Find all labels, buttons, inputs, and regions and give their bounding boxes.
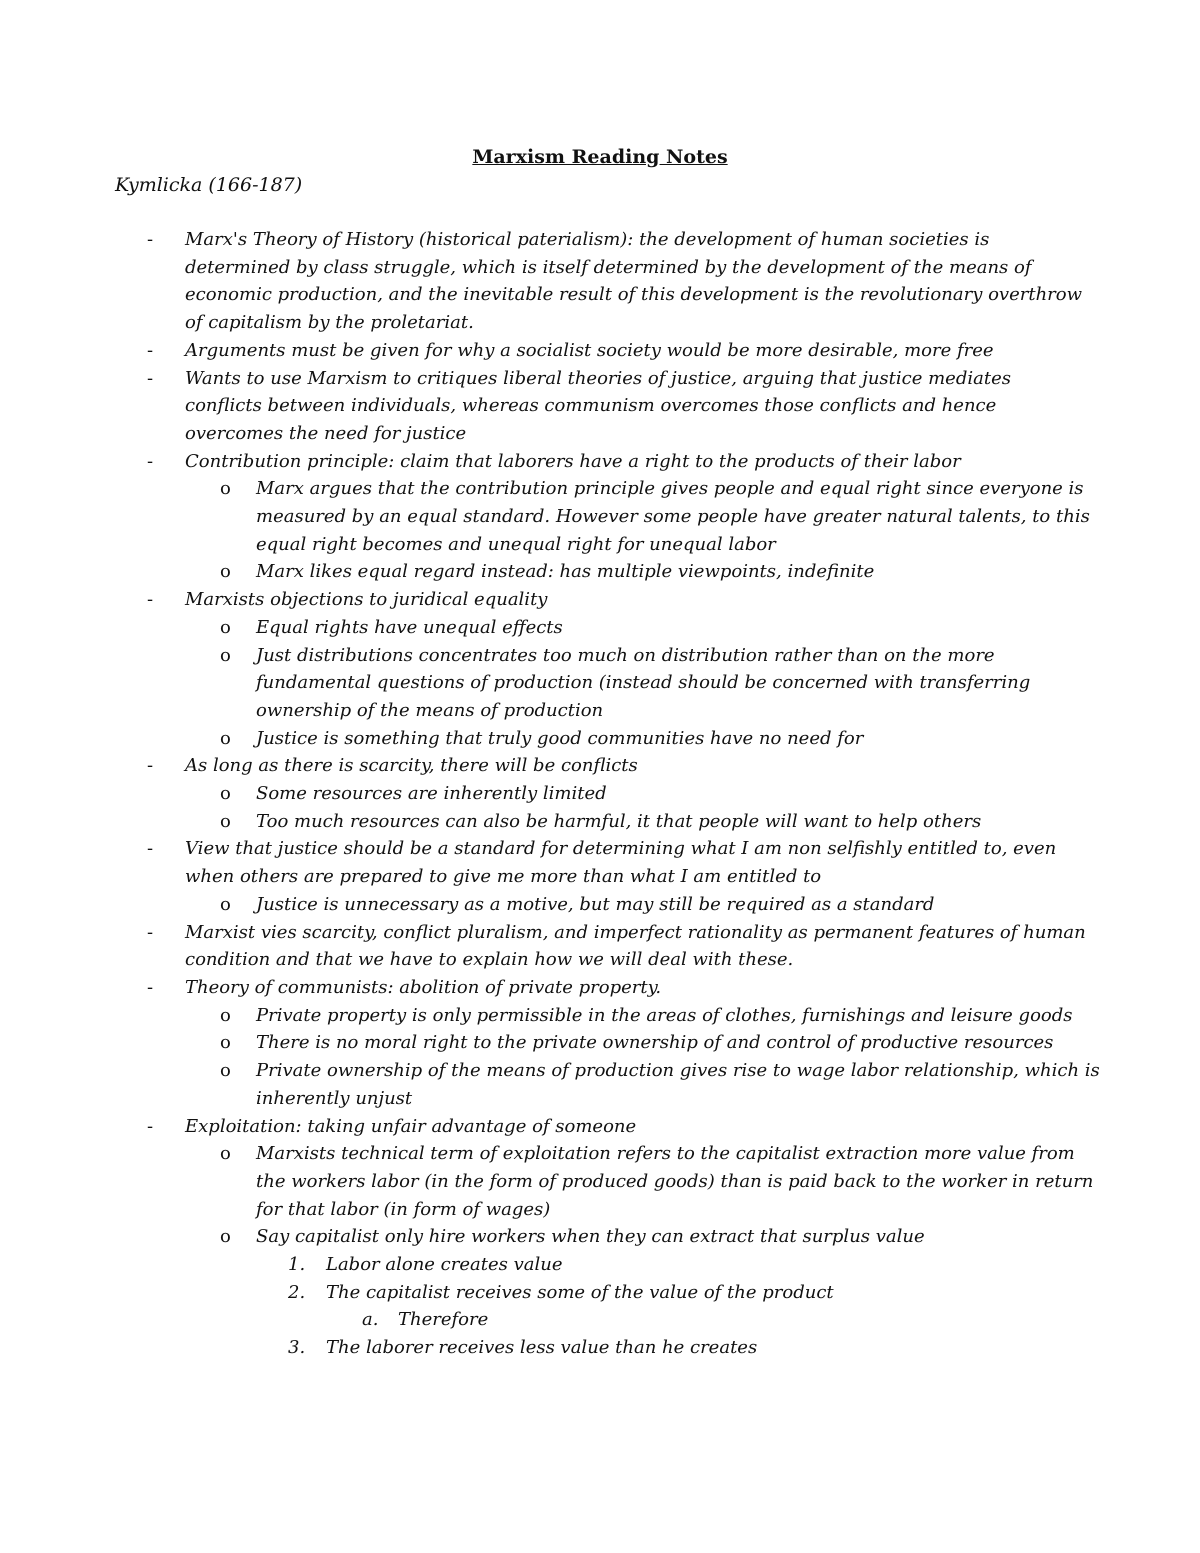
- note-text: Marxist vies scarcity, conflict pluralism, and imperfect rationality as permanent features of human condition and that we have to explain how we will deal with these.: [185, 921, 1086, 971]
- note-item: [0, 1113, 1090, 1141]
- bullet-marker: o: [220, 478, 231, 500]
- notes-list: [0, 226, 1200, 1362]
- note-text: Exploitation: taking unfair advantage of someone: [185, 1115, 637, 1137]
- note-item: [0, 1223, 1106, 1251]
- note-item: [0, 642, 1106, 725]
- bullet-marker: o: [220, 810, 231, 832]
- note-text: Marxists technical term of exploitation refers to the capitalist extraction more value from the workers labor (in the form of produced goods) than is paid back to the worker in return for that labor (in form of wages): [256, 1143, 1094, 1220]
- note-item: [0, 725, 1106, 753]
- bullet-marker: -: [147, 976, 154, 998]
- bullet-marker: -: [147, 755, 154, 777]
- bullet-marker: o: [220, 1143, 231, 1165]
- note-item: [0, 752, 1090, 780]
- note-item: [0, 780, 1106, 808]
- note-text: Marx argues that the contribution principle gives people and equal right since everyone is measured by an equal standard. However some people have greater natural talents, to this equal right becomes and unequal right for unequal labor: [256, 478, 1090, 555]
- bullet-marker: 3.: [288, 1337, 306, 1359]
- note-text: As long as there is scarcity, there will be conflicts: [185, 755, 638, 777]
- note-text: The laborer receives less value than he creates: [326, 1337, 758, 1359]
- note-item: [0, 808, 1106, 836]
- bullet-marker: o: [220, 616, 231, 638]
- bullet-marker: a.: [362, 1309, 379, 1331]
- bullet-marker: 2.: [288, 1281, 306, 1303]
- bullet-marker: -: [147, 838, 154, 860]
- note-text: Equal rights have unequal effects: [256, 616, 563, 638]
- note-item: [0, 1334, 1106, 1362]
- note-text: Labor alone creates value: [326, 1254, 563, 1276]
- bullet-marker: o: [220, 1226, 231, 1248]
- note-text: Theory of communists: abolition of private property.: [185, 976, 662, 998]
- note-item: [0, 1057, 1106, 1112]
- note-text: Say capitalist only hire workers when they can extract that surplus value: [256, 1226, 925, 1248]
- note-item: [0, 337, 1090, 365]
- bullet-marker: o: [220, 561, 231, 583]
- note-item: [0, 974, 1090, 1002]
- note-item: [0, 891, 1106, 919]
- note-text: Wants to use Marxism to critiques liberal theories of justice, arguing that justice mediates conflicts between individuals, whereas communism overcomes those conflicts and hence overcomes the need for justice: [185, 367, 1011, 444]
- bullet-marker: 1.: [288, 1254, 306, 1276]
- bullet-marker: -: [147, 1115, 154, 1137]
- bullet-marker: -: [147, 367, 154, 389]
- note-item: [0, 835, 1090, 890]
- note-item: [0, 919, 1090, 974]
- bullet-marker: o: [220, 783, 231, 805]
- note-item: [0, 614, 1106, 642]
- note-text: Marx's Theory of History (historical paterialism): the development of human societies is determined by class struggle, which is itself determined by the development of the means of economic production, and the inevitable result of this development is the revolutionary overthrow of capitalism by the proletariat.: [185, 229, 1083, 334]
- note-text: Private ownership of the means of production gives rise to wage labor relationship, which is inherently unjust: [256, 1060, 1100, 1109]
- note-item: [0, 448, 1090, 476]
- note-text: Arguments must be given for why a socialist society would be more desirable, more free: [185, 339, 994, 361]
- note-text: View that justice should be a standard for determining what I am non selfishly entitled to, even when others are prepared to give me more than what I am entitled to: [185, 838, 1057, 888]
- note-item: [0, 1002, 1106, 1030]
- source-citation: Kymlicka (166-187): [115, 174, 303, 196]
- bullet-marker: o: [220, 1004, 231, 1026]
- bullet-marker: o: [220, 1060, 231, 1082]
- bullet-marker: -: [147, 450, 154, 472]
- bullet-marker: -: [147, 589, 154, 611]
- bullet-marker: -: [147, 339, 154, 361]
- bullet-marker: o: [220, 1032, 231, 1054]
- note-text: Too much resources can also be harmful, it that people will want to help others: [256, 810, 982, 832]
- note-item: [0, 226, 1090, 337]
- note-item: [0, 365, 1090, 448]
- bullet-marker: -: [147, 921, 154, 943]
- page-title: Marxism Reading Notes: [472, 146, 728, 168]
- bullet-marker: o: [220, 893, 231, 915]
- note-item: [0, 558, 1106, 586]
- bullet-marker: o: [220, 644, 231, 666]
- note-item: [0, 1029, 1106, 1057]
- note-text: Some resources are inherently limited: [256, 783, 607, 805]
- note-text: The capitalist receives some of the value of the product: [326, 1281, 834, 1303]
- note-item: [0, 586, 1090, 614]
- note-text: Marxists objections to juridical equality: [185, 589, 548, 611]
- note-item: [0, 1279, 1106, 1307]
- note-item: [0, 1140, 1106, 1223]
- note-text: Marx likes equal regard instead: has multiple viewpoints, indefinite: [256, 561, 875, 583]
- bullet-marker: o: [220, 727, 231, 749]
- note-text: Therefore: [398, 1309, 489, 1331]
- note-item: [0, 1306, 1098, 1334]
- note-item: [0, 475, 1106, 558]
- note-text: Justice is unnecessary as a motive, but may still be required as a standard: [256, 893, 935, 915]
- note-text: Justice is something that truly good communities have no need for: [256, 727, 864, 749]
- note-text: Contribution principle: claim that laborers have a right to the products of their labor: [185, 450, 961, 472]
- note-text: Private property is only permissible in the areas of clothes, furnishings and leisure goods: [256, 1004, 1073, 1026]
- note-text: There is no moral right to the private ownership of and control of productive resources: [256, 1032, 1054, 1054]
- bullet-marker: -: [147, 229, 154, 250]
- note-text: Just distributions concentrates too much on distribution rather than on the more fundamental questions of production (instead should be concerned with transferring ownership of the means of production: [256, 644, 1031, 721]
- note-item: [0, 1251, 1106, 1279]
